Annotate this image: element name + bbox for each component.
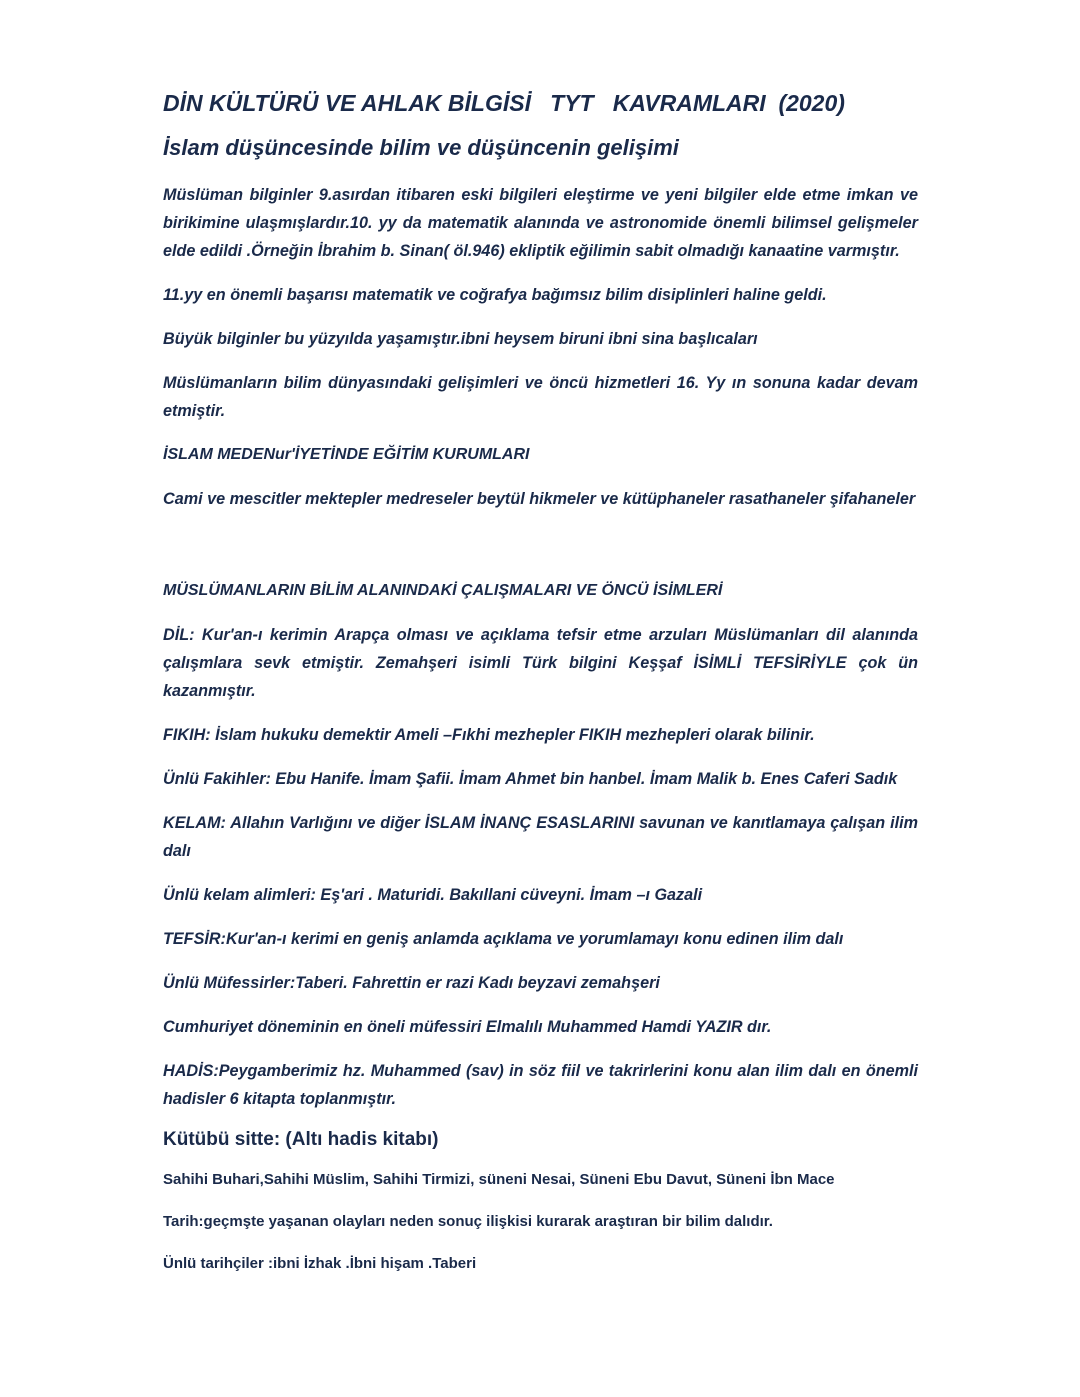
paragraph-kelam-alimleri: Ünlü kelam alimleri: Eş'ari . Maturidi. Bakıllani cüveyni. İmam –ı Gazali xyxy=(163,886,703,904)
document-page xyxy=(163,90,918,1293)
paragraph-tefsir: TEFSİR:Kur'an-ı kerimi en geniş anlamda açıklama ve yorumlamayı konu edinen ilim dalı xyxy=(163,930,844,948)
paragraph-dil: DİL: Kur'an-ı kerimin Arapça olması ve açıklama tefsir etme arzuları Müslümanları dil alanında çalışmlara sevk etmiştir. Zemahşeri isimli Türk bilgini Keşşaf İSİMLİ TEFSİRİYLE çok ün kazanmıştır. xyxy=(163,626,918,700)
paragraph-fikih: FIKIH: İslam hukuku demektir Ameli –Fıkhi mezhepler FIKIH mezhepleri olarak bilinir. xyxy=(163,726,815,744)
section-subtitle: İslam düşüncesinde bilim ve düşüncenin gelişimi xyxy=(163,135,679,160)
line-hadis-books: Sahihi Buhari,Sahihi Müslim, Sahihi Tirmizi, süneni Nesai, Süneni Ebu Davut, Süneni İbn Mace xyxy=(163,1171,835,1188)
document-title: DİN KÜLTÜRÜ VE AHLAK BİLGİSİ TYT KAVRAMLARI (2020) xyxy=(163,90,845,116)
paragraph: Büyük bilginler bu yüzyılda yaşamıştır.ibni heysem biruni ibni sina başlıcaları xyxy=(163,330,758,348)
paragraph-fakihler: Ünlü Fakihler: Ebu Hanife. İmam Şafii. İmam Ahmet bin hanbel. İmam Malik b. Enes Caferi Sadık xyxy=(163,770,898,788)
paragraph: Müslümanların bilim dünyasındaki gelişimleri ve öncü hizmetleri 16. Yy ın sonuna kadar devam etmiştir. xyxy=(163,374,918,420)
line-tarih: Tarih:geçmşte yaşanan olayları neden sonuç ilişkisi kurarak araştıran bir bilim dalıdır. xyxy=(163,1213,773,1230)
paragraph-kelam: KELAM: Allahın Varlığını ve diğer İSLAM İNANÇ ESASLARINI savunan ve kanıtlamaya çalışan ilim dalı xyxy=(163,814,918,860)
paragraph: Müslüman bilginler 9.asırdan itibaren eski bilgileri eleştirme ve yeni bilgiler elde etme imkan ve birikimine ulaşmışlardır.10. yy da matematik alanında ve astronomide önemli bilimsel gelişmeler elde edildi .Örneğin İbrahim b. Sinan( öl.946) ekliptik eğilimin sabit olmadığı kanaatine varmıştır. xyxy=(163,186,918,260)
paragraph-education: Cami ve mescitler mektepler medreseler beytül hikmeler ve kütüphaneler rasathaneler şifahaneler xyxy=(163,490,916,508)
heading-kutub-sitte: Kütübü sitte: (Altı hadis kitabı) xyxy=(163,1129,439,1150)
paragraph-cumhuriyet: Cumhuriyet döneminin en öneli müfessiri Elmalılı Muhammed Hamdi YAZIR dır. xyxy=(163,1018,772,1036)
heading-science-fields: MÜSLÜMANLARIN BİLİM ALANINDAKİ ÇALIŞMALARI VE ÖNCÜ İSİMLERİ xyxy=(163,582,723,599)
paragraph: 11.yy en önemli başarısı matematik ve coğrafya bağımsız bilim disiplinleri haline geldi. xyxy=(163,286,827,304)
spacer xyxy=(163,529,918,577)
line-tarihciler: Ünlü tarihçiler :ibni İzhak .İbni hişam .Taberi xyxy=(163,1255,477,1272)
paragraph-mufessirler: Ünlü Müfessirler:Taberi. Fahrettin er razi Kadı beyzavi zemahşeri xyxy=(163,974,660,992)
heading-education-institutions: İSLAM MEDENur'İYETİNDE EĞİTİM KURUMLARI xyxy=(163,446,530,463)
paragraph-hadis: HADİS:Peygamberimiz hz. Muhammed (sav) in söz fiil ve takrirlerini konu alan ilim dalı en önemli hadisler 6 kitapta toplanmıştır. xyxy=(163,1062,918,1108)
